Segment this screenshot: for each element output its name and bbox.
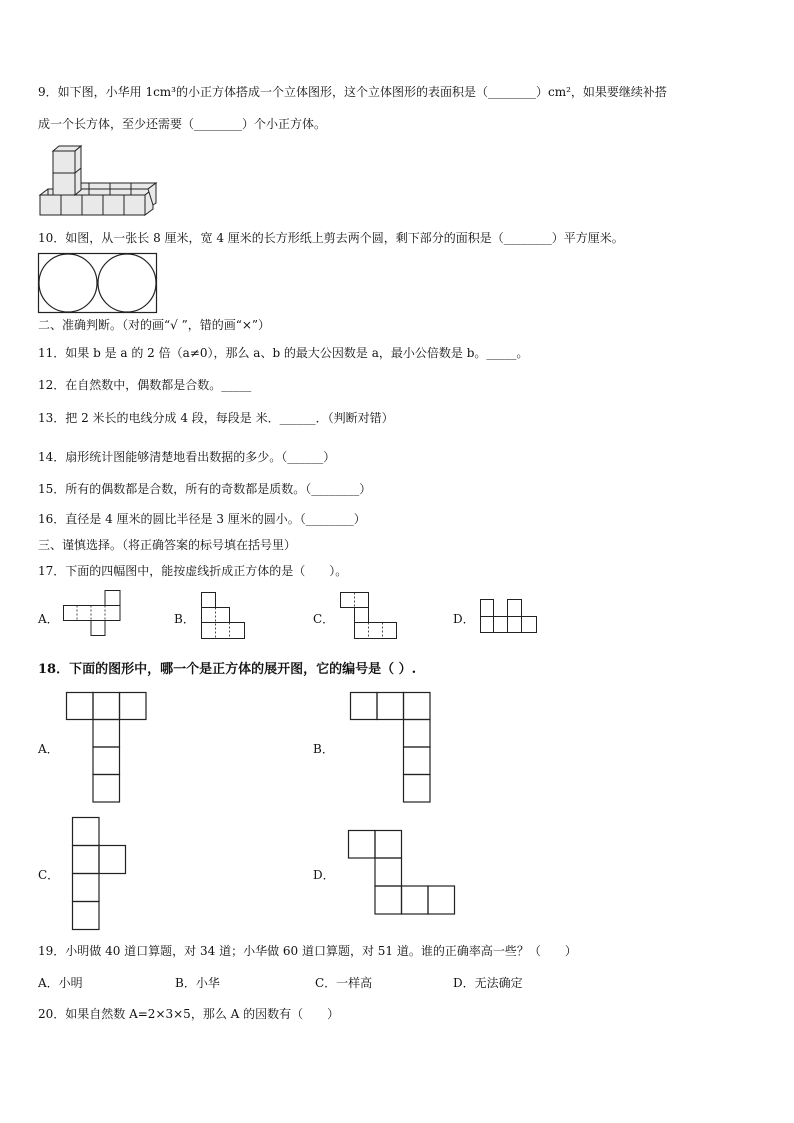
q17-option-d-net: [480, 599, 538, 634]
q17-option-a-net: [63, 590, 123, 637]
q10-text: 10．如图，从一张长 8 厘米，宽 4 厘米的长方形纸上剪去两个圆，剩下部分的面积是（________）平方厘米。: [38, 231, 624, 245]
q19-option-a: A．小明: [38, 976, 83, 990]
q18-option-b-label: B．: [313, 742, 334, 756]
q9-text-line2: 成一个长方体，至少还需要（________）个小正方体。: [38, 117, 327, 131]
section-2-title: 二、准确判断。（对的画“√ ”，错的画“×”）: [38, 318, 271, 332]
section-3-title: 三、谨慎选择。（将正确答案的标号填在括号里）: [38, 538, 297, 552]
q18-text: 18．下面的图形中，哪一个是正方体的展开图，它的编号是（ ）.: [38, 662, 417, 677]
q17-option-b-net: [201, 592, 247, 640]
q18-option-d-net: [348, 830, 458, 916]
q18-option-c-net: [72, 817, 128, 931]
q9-text-line1: 9．如下图，小华用 1cm³的小正方体搭成一个立体图形，这个立体图形的表面积是（________）cm²，如果要继续补搭: [38, 85, 667, 99]
q10-rectangle-circles-figure: [38, 253, 158, 314]
q17-text: 17．下面的四幅图中，能按虚线折成正方体的是（ ）。: [38, 564, 348, 578]
q11-text: 11．如果 b 是 a 的 2 倍（a≠0），那么 a、b 的最大公因数是 a，最小公倍数是 b。_____。: [38, 346, 529, 360]
q19-option-c: C．一样高: [315, 976, 373, 990]
q18-option-d-label: D．: [313, 868, 335, 882]
q17-option-c-net: [340, 592, 398, 640]
q13-text: 13．把 2 米长的电线分成 4 段，每段是 米．______．（判断对错）: [38, 411, 394, 425]
q18-option-a-net: [66, 692, 148, 804]
q15-text: 15．所有的偶数都是合数，所有的奇数都是质数。（________）: [38, 482, 372, 496]
q17-option-a-label: A．: [38, 612, 59, 626]
q16-text: 16．直径是 4 厘米的圆比半径是 3 厘米的圆小。（________）: [38, 512, 366, 526]
q19-option-b: B．小华: [175, 976, 220, 990]
q17-option-d-label: D．: [453, 612, 475, 626]
q19-option-d: D．无法确定: [453, 976, 523, 990]
q18-option-a-label: A．: [38, 742, 59, 756]
q12-text: 12．在自然数中，偶数都是合数。_____: [38, 378, 252, 392]
q20-text: 20．如果自然数 A=2×3×5，那么 A 的因数有（ ）: [38, 1007, 340, 1021]
q18-option-b-net: [350, 692, 432, 804]
q17-option-b-label: B．: [174, 612, 195, 626]
q17-option-c-label: C．: [313, 612, 335, 626]
q9-cube-figure: [40, 145, 160, 217]
q18-option-c-label: C．: [38, 868, 60, 882]
q14-text: 14．扇形统计图能够清楚地看出数据的多少。（______）: [38, 450, 336, 464]
q19-text: 19．小明做 40 道口算题，对 34 道；小华做 60 道口算题，对 51 道。谁的正确率高一些？（ ）: [38, 944, 577, 958]
